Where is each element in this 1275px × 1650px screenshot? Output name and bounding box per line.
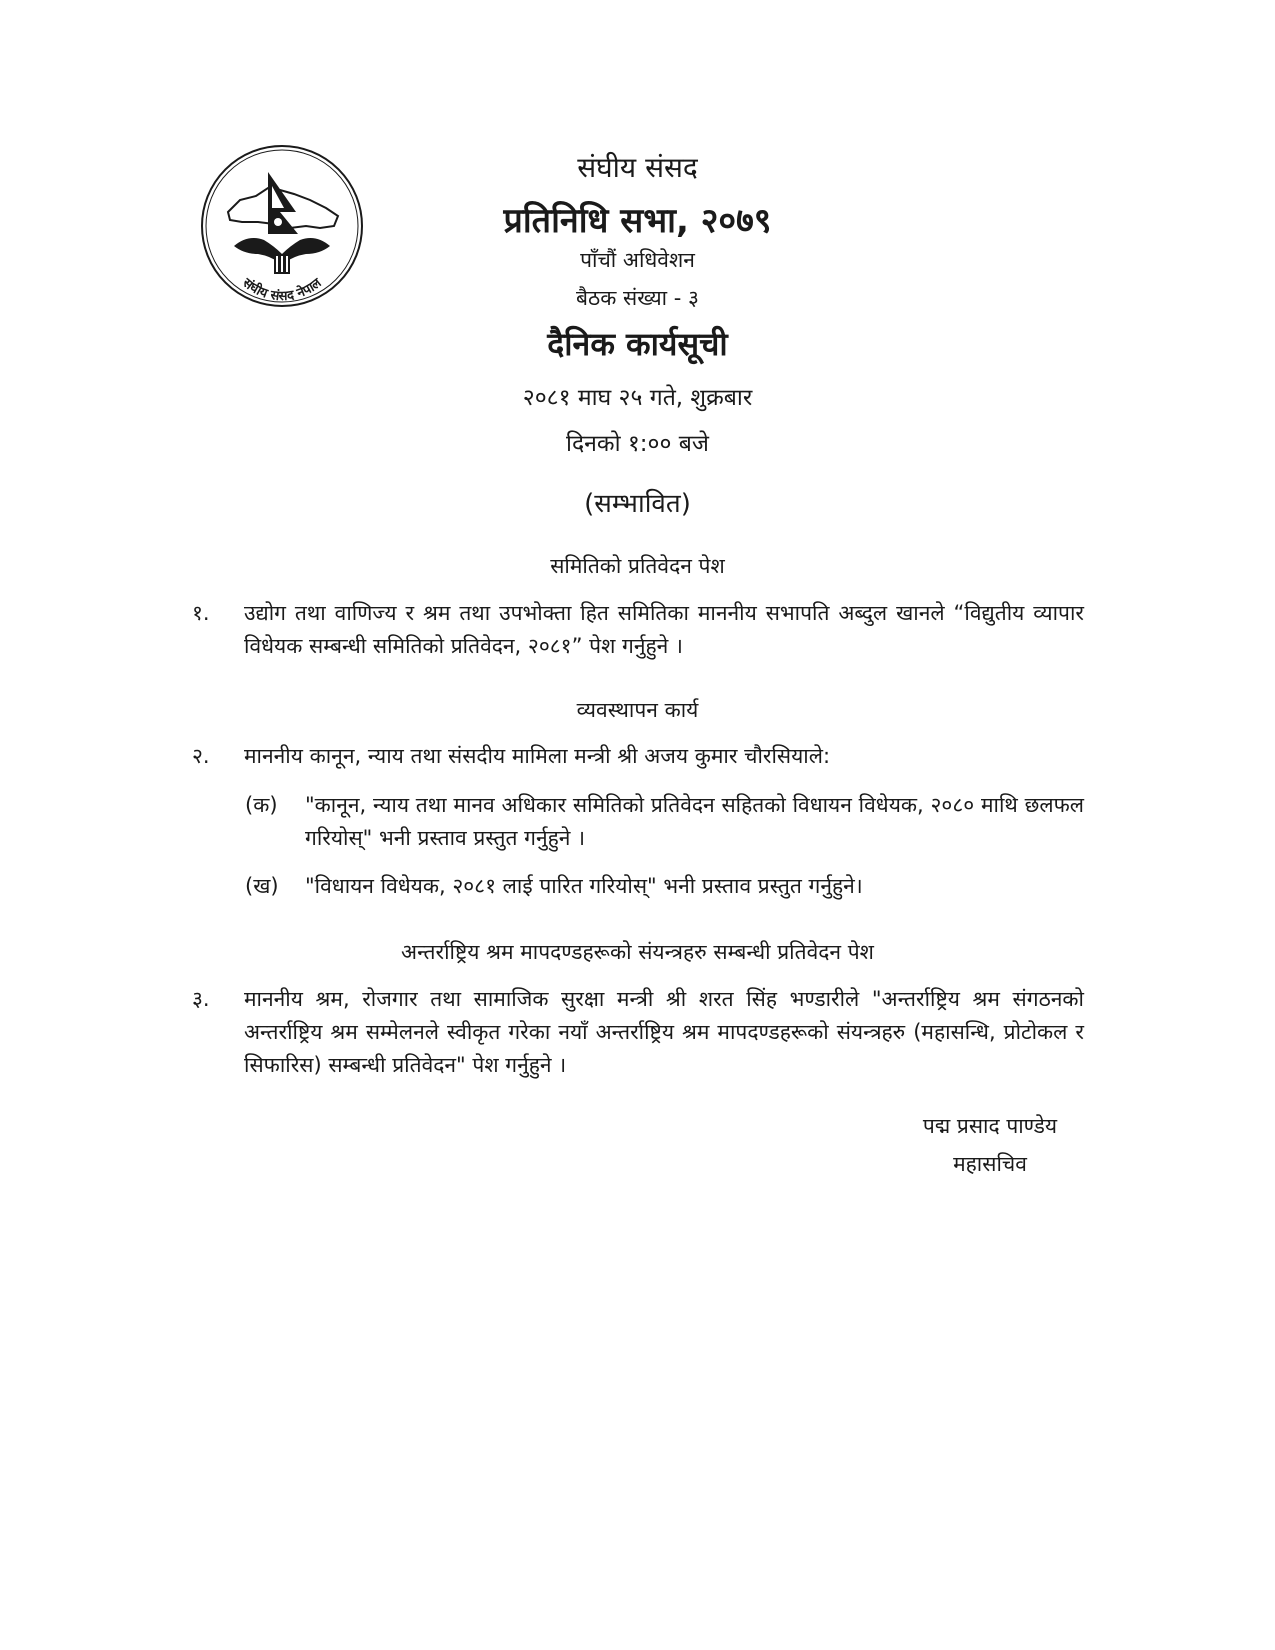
signatory-name: पद्म प्रसाद पाण्डेय xyxy=(922,1114,1058,1138)
agenda-item xyxy=(192,597,1084,663)
item-text: उद्योग तथा वाणिज्य र श्रम तथा उपभोक्ता हित समितिका माननीय सभापति अब्दुल खानले “विद्युतीय व्यापार विधेयक सम्बन्धी समितिको प्रतिवेदन, २०८१” पेश गर्नुहुने । xyxy=(244,601,1084,658)
item-text: माननीय श्रम, रोजगार तथा सामाजिक सुरक्षा मन्त्री श्री शरत सिंह भण्डारीले "अन्तर्राष्ट्रिय श्रम संगठनको अन्तर्राष्ट्रिय श्रम सम्मेलनले स्वीकृत गरेका नयाँ अन्तर्राष्ट्रिय श्रम मापदण्डहरूको संयन्त्रहरु (महासन्धि, प्रोटोकल र सिफारिस) सम्बन्धी प्रतिवेदन" पेश गर्नुहुने । xyxy=(244,987,1084,1077)
agenda-item xyxy=(192,740,1084,773)
house-title: प्रतिनिधि सभा, २०७९ xyxy=(503,201,772,241)
agenda-date: २०८१ माघ २५ गते, शुक्रबार xyxy=(522,385,753,411)
sitting-number: बैठक संख्या - ३ xyxy=(576,286,699,310)
emblem-text: संघीय संसद नेपाल xyxy=(239,275,325,305)
agenda-time: दिनको १:०० बजे xyxy=(565,431,709,457)
item-text: माननीय कानून, न्याय तथा संसदीय मामिला मन्त्री श्री अजय कुमार चौरसियाले: xyxy=(244,744,831,768)
section-heading: व्यवस्थापन कार्य xyxy=(576,698,699,722)
subitem-text: "विधायन विधेयक, २०८१ लाई पारित गरियोस्" भनी प्रस्ताव प्रस्तुत गर्नुहुने। xyxy=(305,874,863,898)
subitem-number: (ख) xyxy=(245,874,279,898)
section-heading: अन्तर्राष्ट्रिय श्रम मापदण्डहरूको संयन्त्रहरु सम्बन्धी प्रतिवेदन पेश xyxy=(401,940,874,964)
section-heading: समितिको प्रतिवेदन पेश xyxy=(550,554,725,578)
item-number: १. xyxy=(192,601,210,625)
subitem-text: "कानून, न्याय तथा मानव अधिकार समितिको प्रतिवेदन सहितको विधायन विधेयक, २०८० माथि छलफल गरियोस्" भनी प्रस्ताव प्रस्तुत गर्नुहुने । xyxy=(305,793,1084,850)
signatory-title: महासचिव xyxy=(953,1152,1027,1176)
agenda-subitem xyxy=(245,789,1084,855)
subitem-number: (क) xyxy=(245,793,278,817)
parliament-name: संघीय संसद xyxy=(577,151,698,184)
item-number: २. xyxy=(192,744,210,768)
agenda-subitem xyxy=(245,870,1084,903)
agenda-title: दैनिक कार्यसूची xyxy=(547,325,728,363)
tentative-label: (सम्भावित) xyxy=(584,489,691,519)
session-label: पाँचौं अधिवेशन xyxy=(580,248,695,272)
item-number: ३. xyxy=(192,987,210,1011)
agenda-item xyxy=(192,983,1084,1082)
